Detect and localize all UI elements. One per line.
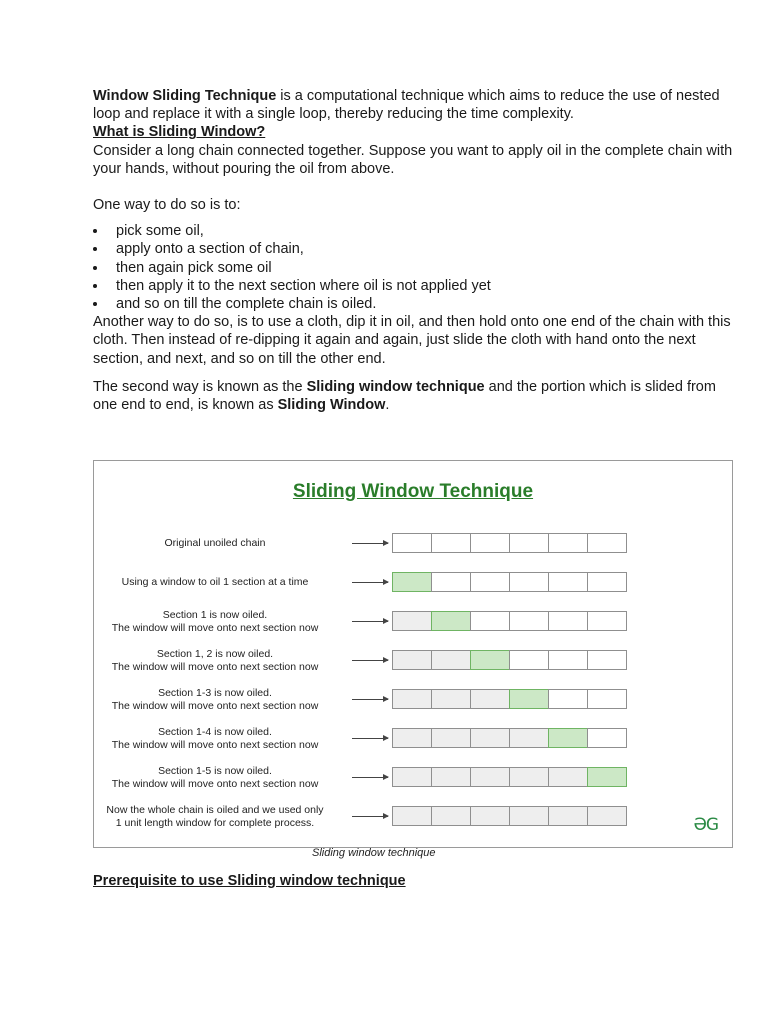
figure-caption: Sliding window technique bbox=[312, 847, 436, 859]
chain-segment bbox=[509, 572, 549, 592]
second-way-paragraph: The second way is known as the Sliding window technique and the portion which is slided from one end to end, is known as Sliding Window. bbox=[93, 378, 716, 414]
chain-segment bbox=[548, 611, 588, 631]
chain-paragraph: Consider a long chain connected together. Suppose you want to apply oil in the complete chain with your hands, without pouring the oil from above. bbox=[93, 142, 733, 177]
arrow-icon bbox=[352, 582, 388, 583]
chain-segment bbox=[392, 689, 432, 709]
chain-segment bbox=[587, 611, 627, 631]
chain-segment bbox=[587, 806, 627, 826]
figure-row bbox=[94, 724, 732, 754]
chain-segment bbox=[431, 806, 471, 826]
chain-segment bbox=[548, 728, 588, 748]
chain-segment bbox=[509, 689, 549, 709]
chain-segment bbox=[548, 572, 588, 592]
list-item: pick some oil, bbox=[93, 222, 733, 240]
chain-segment bbox=[548, 650, 588, 670]
chain-segment bbox=[587, 767, 627, 787]
chain bbox=[392, 650, 627, 670]
intro-text: is a computational technique which aims to reduce the use of nested loop and replace it with a single loop, thereby reducing the time complexity. bbox=[93, 88, 720, 123]
row-label: Original unoiled chain bbox=[164, 537, 266, 549]
chain-segment bbox=[587, 689, 627, 709]
intro-bold-term: Window Sliding Technique bbox=[93, 88, 277, 104]
figure-row bbox=[94, 763, 732, 793]
chain-segment bbox=[431, 689, 471, 709]
chain bbox=[392, 533, 627, 553]
sliding-window-technique-term: Sliding window technique bbox=[306, 378, 485, 395]
chain-segment bbox=[509, 650, 549, 670]
figure-row bbox=[94, 568, 732, 598]
figure-title: Sliding Window Technique bbox=[292, 481, 534, 502]
row-label: Section 1-4 is now oiled. The window will move onto next section now bbox=[111, 726, 319, 751]
one-way-text: One way to do so is to: bbox=[93, 197, 241, 214]
chain-segment bbox=[431, 650, 471, 670]
prerequisite-heading: Prerequisite to use Sliding window technique bbox=[93, 873, 406, 889]
chain-segment bbox=[470, 806, 510, 826]
chain-segment bbox=[431, 767, 471, 787]
list-item: and so on till the complete chain is oiled. bbox=[93, 295, 733, 313]
arrow-icon bbox=[352, 738, 388, 739]
sliding-window-figure bbox=[93, 460, 733, 848]
chain-segment bbox=[431, 533, 471, 553]
chain bbox=[392, 728, 627, 748]
arrow-icon bbox=[352, 660, 388, 661]
chain-segment bbox=[509, 728, 549, 748]
intro-paragraph bbox=[93, 87, 733, 123]
chain-segment bbox=[392, 533, 432, 553]
chain-segment bbox=[548, 533, 588, 553]
chain-segment bbox=[470, 728, 510, 748]
chain-segment bbox=[392, 767, 432, 787]
chain-segment bbox=[509, 767, 549, 787]
chain-segment bbox=[509, 611, 549, 631]
bullet-icon bbox=[93, 247, 97, 251]
figure-row bbox=[94, 529, 732, 559]
chain-segment bbox=[509, 806, 549, 826]
bullet-icon bbox=[93, 284, 97, 288]
row-label: Section 1 is now oiled. The window will move onto next section now bbox=[111, 609, 319, 634]
arrow-icon bbox=[352, 543, 388, 544]
chain-segment bbox=[470, 689, 510, 709]
arrow-icon bbox=[352, 621, 388, 622]
chain-segment bbox=[431, 611, 471, 631]
chain-segment bbox=[392, 572, 432, 592]
gfg-logo-icon: ƏG bbox=[693, 815, 718, 835]
steps-list bbox=[93, 222, 733, 313]
chain-segment bbox=[431, 572, 471, 592]
row-label: Section 1, 2 is now oiled. The window will move onto next section now bbox=[111, 648, 319, 673]
chain-segment bbox=[470, 572, 510, 592]
chain-segment bbox=[548, 689, 588, 709]
chain bbox=[392, 689, 627, 709]
bullet-icon bbox=[93, 229, 97, 233]
another-way-paragraph: Another way to do so, is to use a cloth, dip it in oil, and then hold onto one end of the chain with this cloth. Then instead of re-dipping it again and again, just slide the cloth with hand onto the next section, and next, and so on till the other end. bbox=[93, 314, 731, 367]
row-label: Using a window to oil 1 section at a time bbox=[121, 576, 309, 588]
figure-row bbox=[94, 607, 732, 637]
chain-segment bbox=[509, 533, 549, 553]
sliding-window-term: Sliding Window bbox=[277, 397, 386, 414]
bullet-icon bbox=[93, 302, 97, 306]
row-label: Now the whole chain is oiled and we used only 1 unit length window for complete process. bbox=[106, 804, 324, 829]
chain-segment bbox=[392, 611, 432, 631]
row-label: Section 1-3 is now oiled. The window will move onto next section now bbox=[111, 687, 319, 712]
bullet-icon bbox=[93, 266, 97, 270]
arrow-icon bbox=[352, 816, 388, 817]
chain bbox=[392, 611, 627, 631]
chain bbox=[392, 806, 627, 826]
chain bbox=[392, 767, 627, 787]
figure-row bbox=[94, 646, 732, 676]
arrow-icon bbox=[352, 777, 388, 778]
chain-segment bbox=[470, 533, 510, 553]
document-body bbox=[93, 87, 733, 414]
row-label: Section 1-5 is now oiled. The window will move onto next section now bbox=[111, 765, 319, 790]
chain-segment bbox=[470, 611, 510, 631]
chain-segment bbox=[587, 533, 627, 553]
chain-segment bbox=[470, 650, 510, 670]
chain-segment bbox=[392, 728, 432, 748]
chain-segment bbox=[587, 650, 627, 670]
chain-segment bbox=[392, 650, 432, 670]
list-item: then again pick some oil bbox=[93, 259, 733, 277]
list-item: apply onto a section of chain, bbox=[93, 240, 733, 258]
figure-row bbox=[94, 802, 732, 832]
figure-row bbox=[94, 685, 732, 715]
chain bbox=[392, 572, 627, 592]
what-is-sliding-window-heading: What is Sliding Window? bbox=[93, 124, 266, 141]
chain-segment bbox=[587, 572, 627, 592]
chain-segment bbox=[548, 806, 588, 826]
list-item: then apply it to the next section where oil is not applied yet bbox=[93, 277, 733, 295]
chain-segment bbox=[470, 767, 510, 787]
arrow-icon bbox=[352, 699, 388, 700]
chain-segment bbox=[392, 806, 432, 826]
chain-segment bbox=[587, 728, 627, 748]
chain-segment bbox=[431, 728, 471, 748]
chain-segment bbox=[548, 767, 588, 787]
